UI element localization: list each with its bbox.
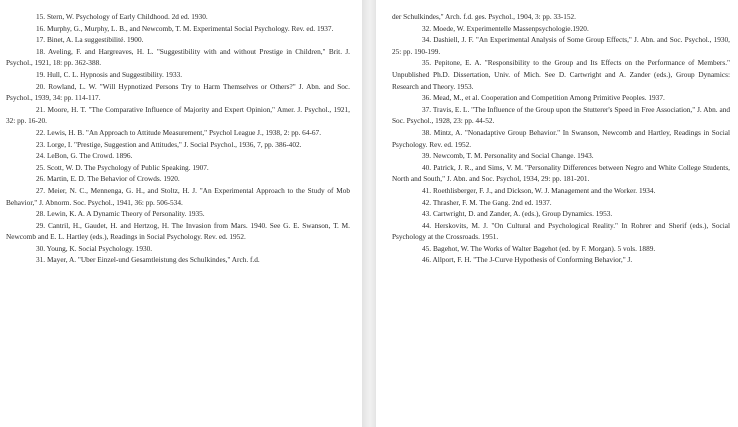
right-page: [376, 0, 738, 427]
reference-entry: 45. Bagehot, W. The Works of Walter Bagehot (ed. by F. Morgan). 5 vols. 1889.: [422, 243, 656, 253]
reference-entry: 39. Newcomb, T. M. Personality and Social Change. 1943.: [422, 151, 594, 161]
reference-entry: 43. Cartwright, D. and Zander, A. (eds.), Group Dynamics. 1953.: [422, 209, 613, 219]
reference-entry: 37. Travis, E. L. "The Influence of the Group upon the Stutterer's Speed in Free Association," J. Abn. and Soc. Psychol., 1928, 23: pp. 44-52.: [392, 104, 730, 126]
reference-entry: 38. Mintz, A. "Nonadaptive Group Behavior." In Swanson, Newcomb and Hartley, Readings in Social Psychology. Rev. ed. 1952.: [392, 127, 730, 149]
reference-entry: 23. Lorge, I. "Prestige, Suggestion and Attitudes," J. Social Psychol., 1936, 7, pp. 386-402.: [36, 139, 302, 149]
reference-entry: 16. Murphy, G., Murphy, L. B., and Newcomb, T. M. Experimental Social Psychology. Rev. ed. 1937.: [36, 23, 334, 33]
left-page: [0, 0, 362, 427]
reference-entry: 22. Lewis, H. B. "An Approach to Attitude Measurement," Psychol League J., 1938, 2: pp. 64-67.: [36, 127, 322, 137]
reference-entry: 35. Pepitone, E. A. "Responsibility to the Group and Its Effects on the Performance of Members." Unpublished Ph.D. Dissertation, Univ. of Mich. See D. Cartwright and A. Zander (eds.), Group Dynamics: Research and Theory. 1953.: [392, 58, 730, 91]
reference-entry: 15. Stern, W. Psychology of Early Childhood. 2d ed. 1930.: [36, 12, 208, 21]
reference-entry: 31. Mayer, A. "Uber Einzel-und Gesamtleistung des Schulkindes," Arch. f.d.: [36, 255, 260, 265]
reference-entry: 36. Mead, M., et al. Cooperation and Competition Among Primitive Peoples. 1937.: [422, 93, 665, 103]
reference-entry: 32. Moede, W. Experimentelle Massenpsychologie.1920.: [422, 23, 589, 33]
reference-entry: 24. LeBon, G. The Crowd. 1896.: [36, 151, 133, 161]
reference-entry: 28. Lewin, K. A. A Dynamic Theory of Personality. 1935.: [36, 209, 205, 219]
reference-entry: 30. Young, K. Social Psychology. 1930.: [36, 243, 153, 253]
reference-entry: 18. Aveling, F. and Hargreaves, H. L. "Suggestibility with and without Prestige in Children," Brit. J. Psychol., 1921, 18: pp. 362-388.: [6, 46, 350, 68]
reference-entry: 25. Scott, W. D. The Psychology of Public Speaking. 1907.: [36, 162, 209, 172]
reference-entry: 44. Herskovits, M. J. "On Cultural and Psychological Reality." In Rohrer and Sherif (eds.), Social Psychology at the Crossroads. 1951.: [392, 220, 730, 242]
reference-entry: 19. Hull, C. L. Hypnosis and Suggestibility. 1933.: [36, 69, 183, 79]
reference-entry: 29. Cantril, H., Gaudet, H. and Hertzog, H. The Invasion from Mars. 1940. See G. E. Swanson, T. M. Newcomb and E. L. Hartley (eds.), Readings in Social Psychology. Rev. ed. 1952.: [6, 220, 350, 242]
reference-entry: 34. Dashiell, J. F. "An Experimental Analysis of Some Group Effects," J. Abn. and Soc. Psychol., 1930, 25: pp. 190-199.: [392, 35, 730, 56]
reference-entry-continued: der Schulkindes," Arch. f.d. ges. Psychol., 1904, 3: pp. 33-152.: [392, 12, 576, 21]
reference-entry: 42. Thrasher, F. M. The Gang. 2nd ed. 1937.: [422, 197, 552, 207]
reference-entry: 20. Rowland, L. W. "Will Hypnotized Persons Try to Harm Themselves or Others?" J. Abn. and Soc. Psychol., 1939, 34: pp. 114-117.: [6, 81, 350, 103]
reference-entry: 26. Martin, E. D. The Behavior of Crowds. 1920.: [36, 174, 180, 184]
reference-entry: 27. Meier, N. C., Mennenga, G. H., and Stoltz, H. J. "An Experimental Approach to the Study of Mob Behavior," J. Abnorm. Soc. Psychol., 1941, 36: pp. 506-534.: [6, 185, 350, 207]
book-gutter: [362, 0, 376, 427]
reference-entry: 17. Binet, A. La suggestibilité. 1900.: [36, 35, 144, 45]
reference-entry: 46. Allport, F. H. "The J-Curve Hypothesis of Conforming Behavior," J.: [422, 255, 633, 265]
reference-entry: 41. Roethlisberger, F. J., and Dickson, W. J. Management and the Worker. 1934.: [422, 185, 656, 195]
reference-entry: 40. Patrick, J. R., and Sims, V. M. "Personality Differences between Negro and White College Students, North and South," J. Abn. and Soc. Psychol, 1934, 29: pp. 181-201.: [392, 162, 730, 184]
reference-entry: 21. Moore, H. T. "The Comparative Influence of Majority and Expert Opinion," Amer. J. Psychol., 1921, 32: pp. 16-20.: [6, 104, 350, 126]
